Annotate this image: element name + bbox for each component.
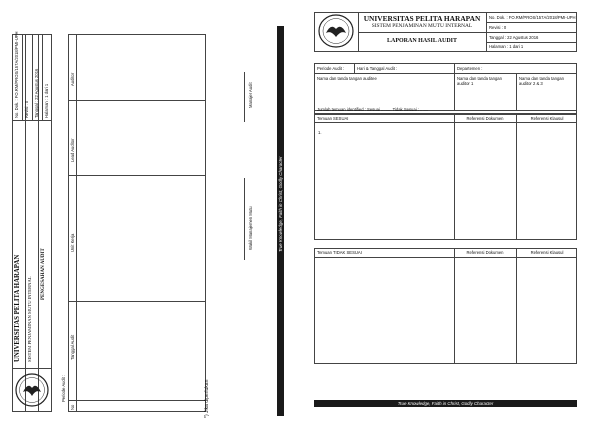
right-form-title: LAPORAN HASIL AUDIT [386,38,457,44]
left-system-name: SISTEM PENJAMINAN MUTU INTERNAL [27,276,32,362]
temuan-tidak-sesuai-table [314,248,577,364]
jumlah-temuan: Jumlah temuan identified : Sesuai ......... Tidak Sesuai : ....... [317,107,429,112]
sign-wakil-manajemen: Wakil Manajemen Mutu [248,206,253,250]
left-tanggal: Tanggal : 22 Agustus 2016 [34,68,39,118]
departemen-label: Departemen : [457,66,483,71]
university-logo [14,372,50,408]
right-university-name: UNIVERSITAS PELITA HARAPAN [363,14,481,23]
sesuai-item-1: 1. [318,130,322,135]
sesuai-col-temuan: Temuan SESUAI [317,116,349,121]
left-revisi: Revisi : 0 [24,100,29,118]
sesuai-col-ref-klausul: Referensi Klausul [530,116,564,121]
right-doc-no: No. Dok. : FO.RM/PROS/157A/2018/PMI-UPH [489,15,576,20]
right-tanggal: Tanggal : 22 Agustus 2016 [489,35,539,40]
col-unit-kerja: Unit Kerja [70,233,75,252]
periode-label: Periode Audit : [317,66,345,71]
col-auditor: Auditor [70,72,75,86]
col-tanggal-audit: Tanggal Audit [70,334,75,360]
tidak-col-ref-dok: Referensi Dokumen [466,250,504,255]
auditor1-label: Nama dan tanda tangan auditor 1 [457,76,502,87]
left-tagline: True Knowledge, Faith in Christ, Godly Character [278,156,283,252]
sign-line-wakil [244,178,245,260]
hari-tanggal-label: Hari & Tanggal Audit : [357,66,398,71]
left-footnote: *) Jika diperlukan [204,379,210,418]
tidak-col-ref-klausul: Referensi Klausul [530,250,564,255]
right-halaman: Halaman : 1 dari 1 [489,44,524,49]
sign-line-manajer [244,72,245,122]
col-lead-auditor: Lead Auditor [70,138,75,162]
temuan-sesuai-table [314,114,577,240]
auditee-label: Nama dan tanda tangan auditee [317,76,377,81]
right-system-name: SISTEM PENJAMINAN MUTU INTERNAL [371,23,473,29]
left-halaman: Halaman : 1 dari 1 [44,83,49,118]
left-audit-table [68,34,206,412]
left-university-name: UNIVERSITAS PELITA HARAPAN [14,254,21,362]
tidak-col-temuan: Temuan TIDAK SESUAI [317,250,362,255]
right-tagline: True Knowledge, Faith in Christ, Godly Character [397,400,494,406]
col-no: No [70,404,75,410]
left-form-title: PENGESAHAN AUDIT [41,248,46,300]
sesuai-col-ref-dok: Referensi Dokumen [466,116,504,121]
sign-manajer-audit: Manajer Audit [248,82,253,108]
left-periode-label: Periode Audit : [61,374,66,402]
left-doc-no: No. Dok. : FO.RM/PROS/157A/2018/PMI-UPH [14,31,19,118]
right-revisi: Revisi : 0 [489,25,507,30]
auditor2-label: Nama dan tanda tangan auditor 2 & 3 [519,76,564,87]
